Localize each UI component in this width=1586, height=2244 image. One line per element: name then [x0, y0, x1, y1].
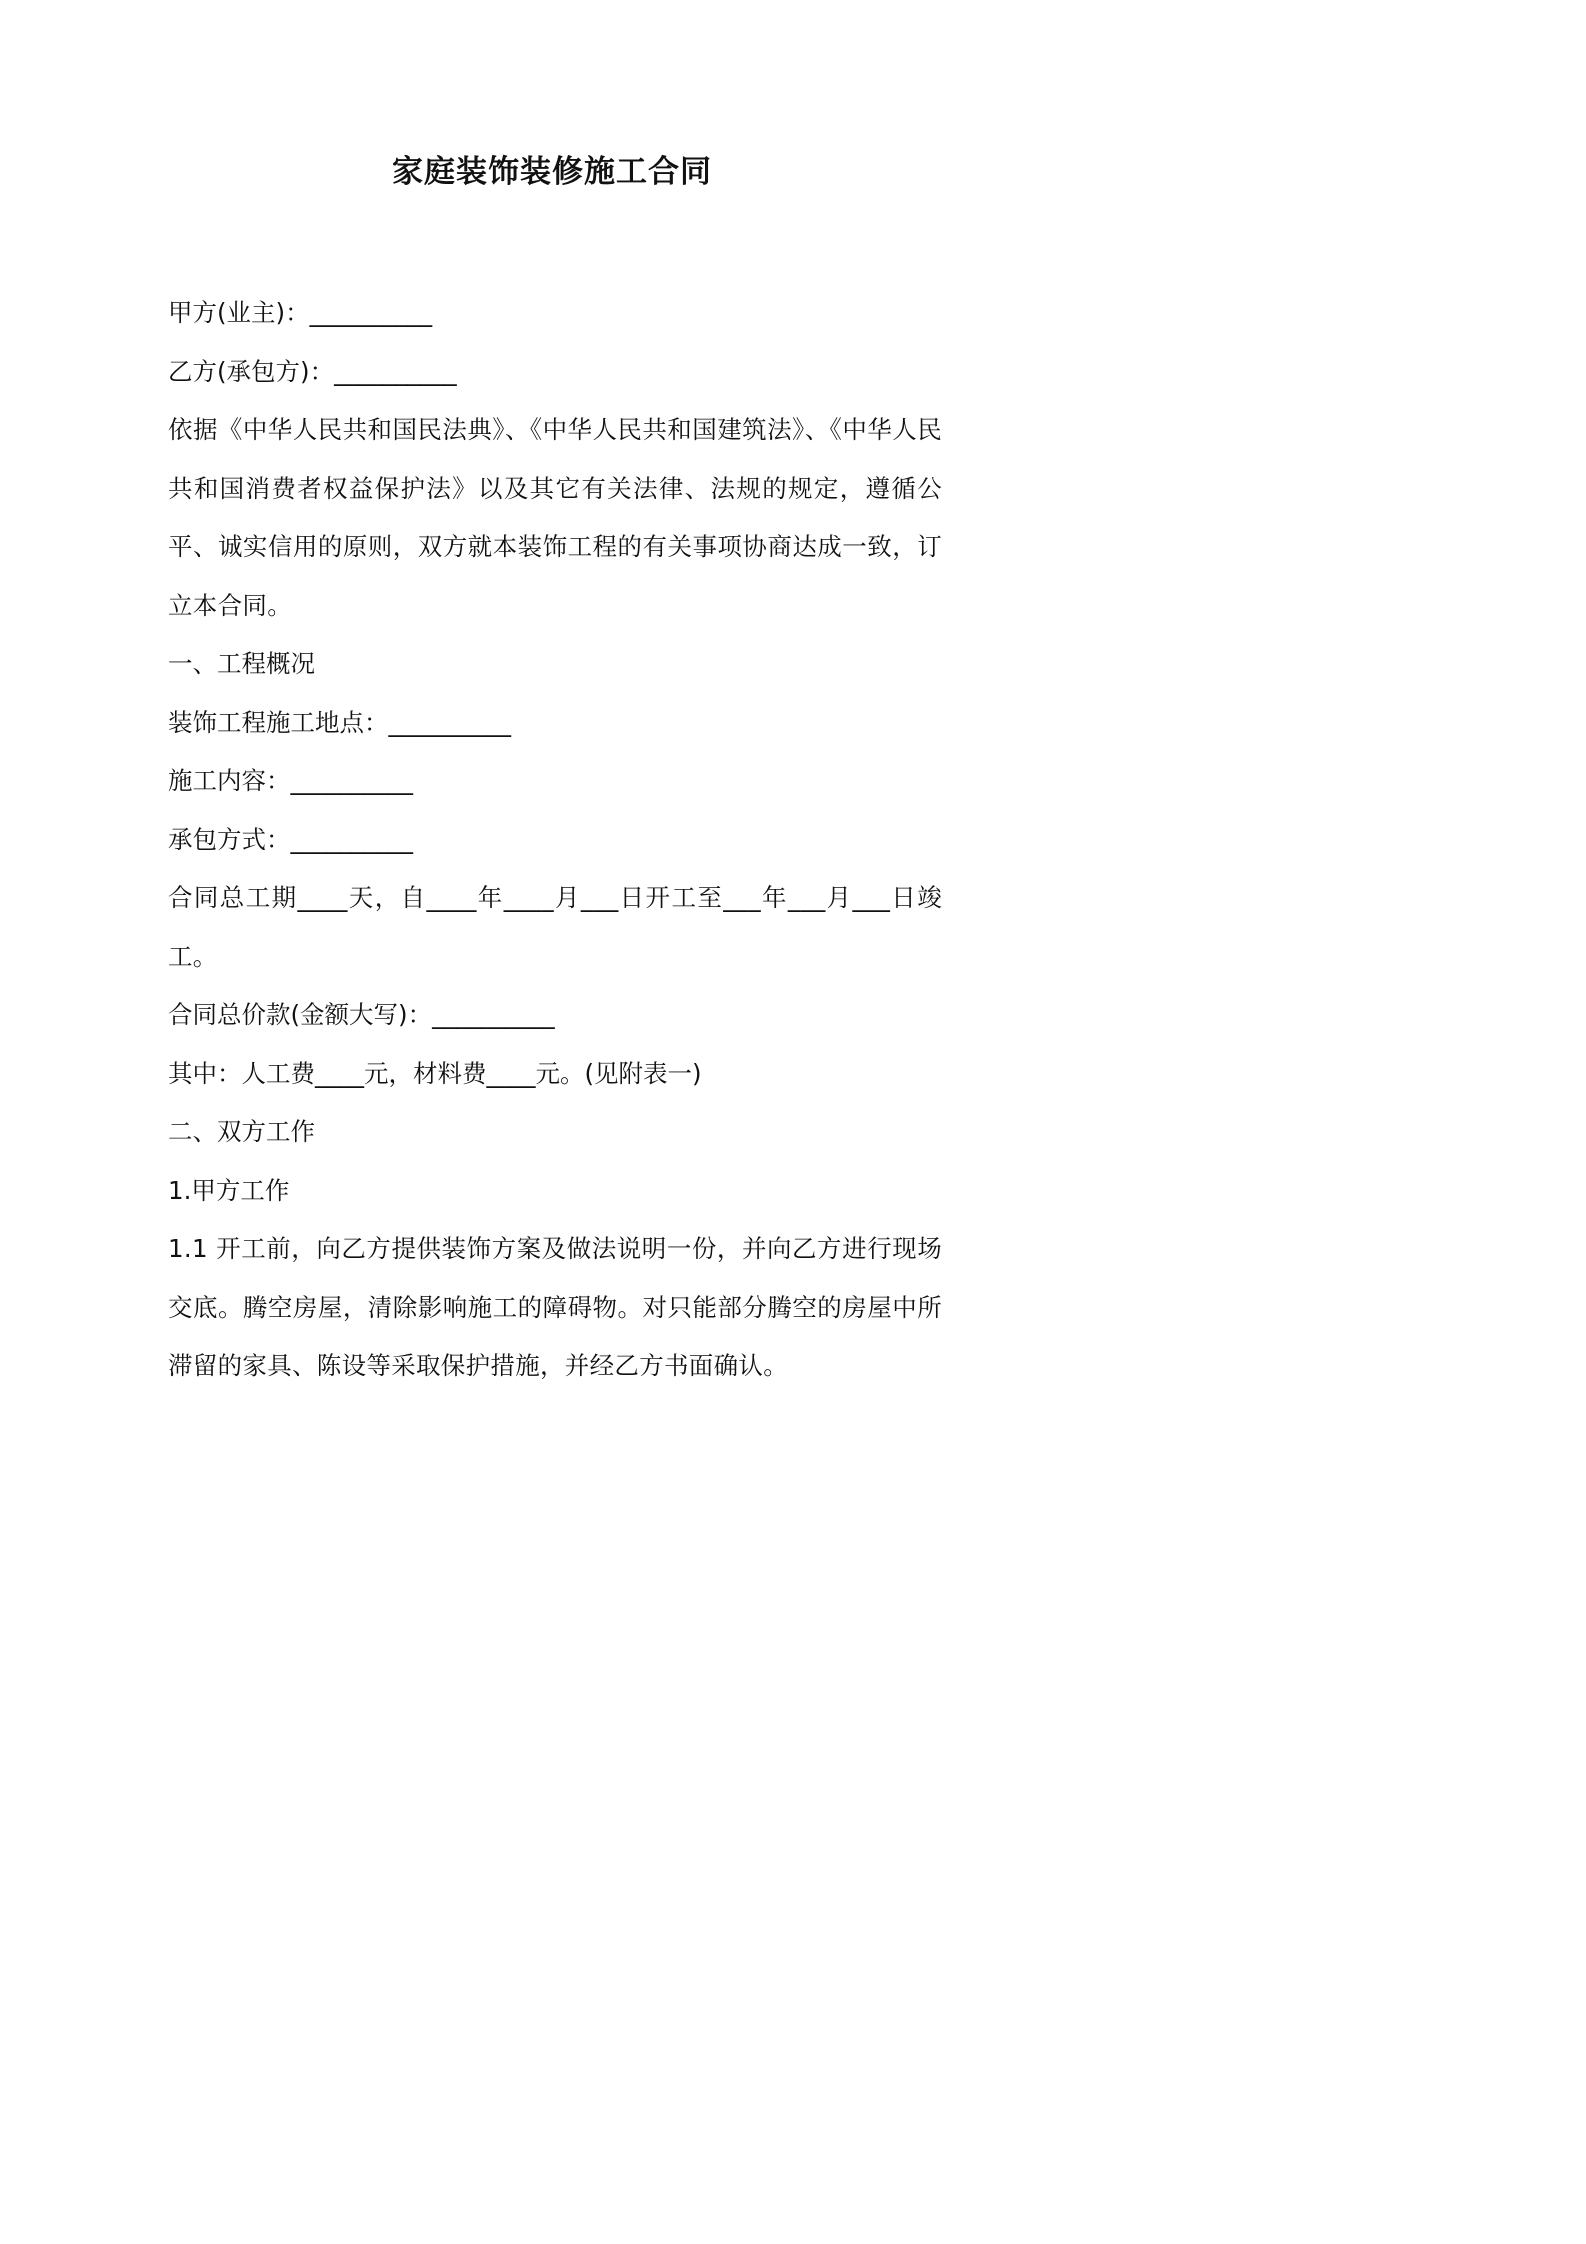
section-2-heading: 二、双方工作 [168, 1117, 315, 1146]
party-a-line: 甲方(业主)：__________ [168, 298, 433, 327]
construction-content-line: 施工内容：__________ [168, 766, 413, 795]
document-page [0, 0, 1104, 1562]
total-price-line: 合同总价款(金额大写)：__________ [168, 1000, 555, 1029]
document-title: 家庭装饰装修施工合同 [392, 154, 712, 190]
cost-breakdown-line: 其中：人工费____元，材料费____元。(见附表一) [168, 1058, 702, 1088]
party-a-duties-heading: 1.甲方工作 [168, 1175, 290, 1205]
project-location-line: 装饰工程施工地点：__________ [168, 707, 511, 737]
construction-period-paragraph: 合同总工期____天，自____年____月___日开工至___年___月___日竣工。 [168, 883, 942, 971]
clause-1-1-paragraph: 1.1 开工前，向乙方提供装饰方案及做法说明一份，并向乙方进行现场交底。腾空房屋，清除影响施工的障碍物。对只能部分腾空的房屋中所滞留的家具、陈设等采取保护措施，并经乙方书面确认。 [168, 1234, 942, 1380]
document-body [168, 284, 942, 1396]
party-b-line: 乙方(承包方)：__________ [168, 356, 457, 386]
contract-method-line: 承包方式：__________ [168, 824, 413, 854]
intro-paragraph: 依据《中华人民共和国民法典》、《中华人民共和国建筑法》、《中华人民共和国消费者权益保护法》以及其它有关法律、法规的规定，遵循公平、诚实信用的原则，双方就本装饰工程的有关事项协商达成一致，订立本合同。 [168, 415, 942, 620]
section-1-heading: 一、工程概况 [168, 649, 315, 678]
